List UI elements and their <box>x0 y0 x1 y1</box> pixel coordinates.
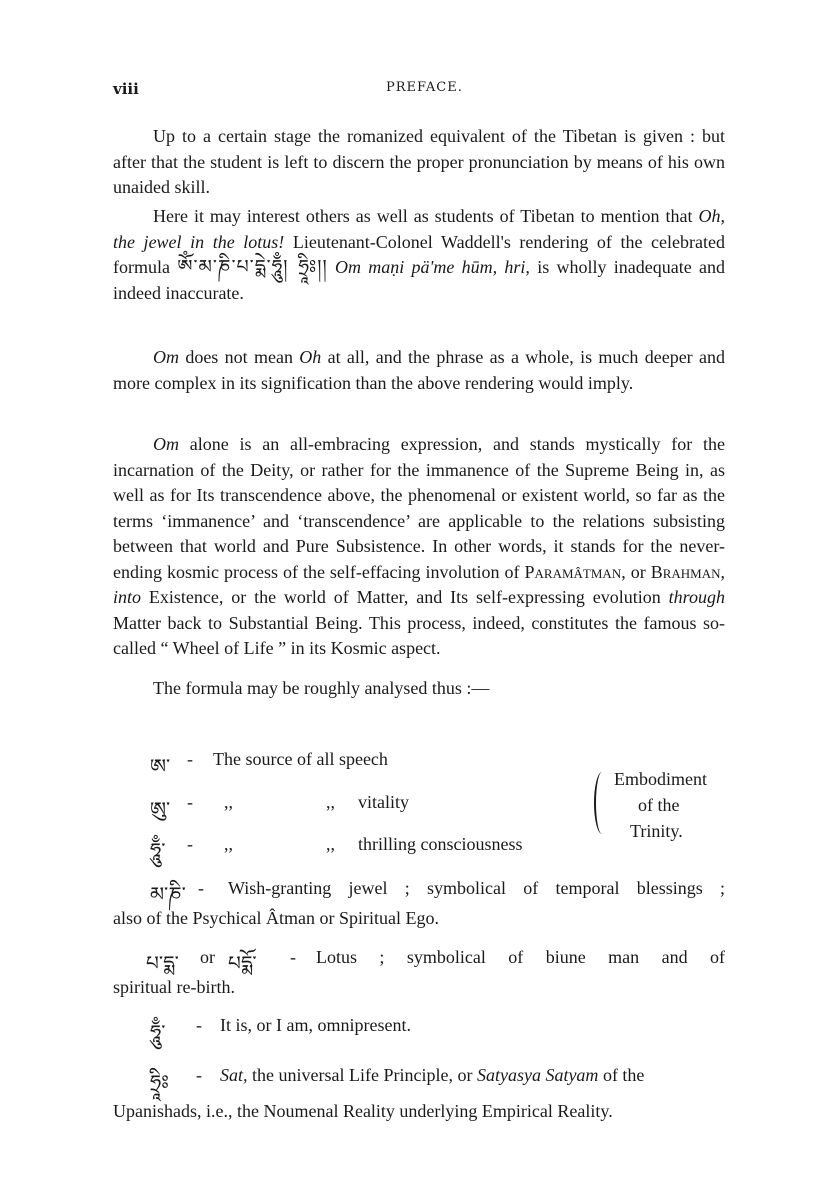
tibetan-u: ཨུ་ <box>150 797 171 821</box>
page-number: viii <box>113 80 139 98</box>
tibetan-hum-2: ཧཱུྃ་ <box>150 1020 166 1044</box>
tibetan-padma: པ་དྨ་ <box>146 951 179 975</box>
romanized-formula: Om maṇi pä'me hūm, hri, <box>334 257 530 277</box>
paragraph-romanization: Up to a certain stage the romanized equivalent of the Tibetan is given : but after that the student is left to discern the proper pronunciation by means of his own unaided skill. <box>113 126 725 197</box>
tibetan-a: ཨ་ <box>150 754 171 778</box>
embodiment-line3: Trinity. <box>630 821 683 841</box>
embodiment-line2: of the <box>638 795 680 815</box>
running-head: PREFACE. <box>386 80 463 95</box>
embodiment-line1: Embodiment <box>614 769 707 789</box>
tibetan-mani: མ་ཎི་ <box>150 882 186 906</box>
curly-brace <box>594 772 610 834</box>
term-satyasya-satyam: Satyasya Satyam <box>476 1065 599 1085</box>
tibetan-padmo: པདྨོ་ <box>228 951 257 975</box>
tibetan-formula: ཨོཾ་མ་ཎི་པ་དྨེ་ཧཱུྃ། ཧྲཱིཿ།། <box>177 256 328 278</box>
paragraph-waddell: Here it may interest others as well as students of Tibetan to mention that Oh, the jewel in the lotus! Lieutenant-Colonel Waddell's rendering of the celebrated formula ཨོཾ་མ་ཎི་པ་དྨེ་ཧཱུྃ། ཧྲཱིཿ།། Om maṇi pä'me hūm, hri, is wholly inadequate and indeed inaccurate. <box>113 206 726 303</box>
quote-oh-jewel: Oh, the jewel in the lotus! <box>113 206 725 252</box>
paragraph-analysis-intro: The formula may be roughly analysed thus :— <box>153 678 490 698</box>
tibetan-hum: ཧཱུྃ་ <box>150 838 166 862</box>
term-brahman: Brahman <box>650 561 721 582</box>
term-sat: Sat, <box>220 1065 248 1085</box>
tibetan-hri: ཧྲཱིཿ <box>150 1070 169 1094</box>
term-paramatman: Paramâtman <box>524 561 622 582</box>
book-page: viii PREFACE. Up to a certain stage the romanized equivalent of the Tibetan is given : but after that the student is left to discern the proper pronunciation by means of his own unaided skill. Here it may interest others as well as students of Tibetan to mention that Oh, the jewel in the lotus! Lieutenant-Colonel Waddell's rendering of the celebrated formula ཨོཾ་མ་ཎི་པ་དྨེ་ཧཱུྃ། ཧྲཱིཿ།། Om maṇi pä'me hūm, hri, is wholly inadequate and indeed inaccurate. Om does not mean Oh at all, and the phrase as a whole, is much deeper and more complex in its signification than the above rendering would imply. Om alone is an all-embracing expression, and stands mystically for the incarnation of the Deity, or rather for the immanence of the Supreme Being in, as well as for Its transcendence above, the phenomenal or existent world, so far as the terms ‘immanence’ and ‘transcendence’ are applicable to the relations subsisting between that world and Pure Subsistence. In other words, it stands for the never-ending kosmic process of the self-effacing involution of Paramâtman, or Brahman, into Existence, or the world of Matter, and Its self-expressing evolution through Matter back to Substantial Being. This process, indeed, constitutes the famous so-called “ Wheel of Life ” in its Kosmic aspect. The formula may be roughly analysed thus :— ཨ་ - The source of all speech ཨུ་ - ,, ,, vitality ཧཱུྃ་ - ,, ,, thrilling consciousness Embodiment of the Trinity. མ་ཎི་ - Wish-granting jewel ; symbolical of temporal blessings ; also of the Psychical Âtman or Spiritual Ego. པ་དྨ་ or པདྨོ་ - Lotus ; symbolical of biune man and of spiritual re-birth. ཧཱུྃ་ - It is, or I am, omnipresent. ཧྲཱིཿ - Sat, the universal Life Principle, or Satyasya Satyam of the Upanishads, i.e., the Noumenal Reality underlying Empirical Reality. <box>113 80 726 1121</box>
paragraph-om-meaning: Om does not mean Oh at all, and the phrase as a whole, is much deeper and more complex in its signification than the above rendering would imply. <box>113 347 725 393</box>
paragraph-om-expression: Om alone is an all-embracing expression, and stands mystically for the incarnation of the Deity, or rather for the immanence of the Supreme Being in, as well as for Its transcendence above, the phenomenal or existent world, so far as the terms ‘immanence’ and ‘transcendence’ are applicable to the relations subsisting between that world and Pure Subsistence. In other words, it stands for the never-ending kosmic process of the self-effacing involution of Paramâtman, or Brahman, into Existence, or the world of Matter, and Its self-expressing evolution through Matter back to Substantial Being. This process, indeed, constitutes the famous so-called “ Wheel of Life ” in its Kosmic aspect. <box>113 434 725 658</box>
